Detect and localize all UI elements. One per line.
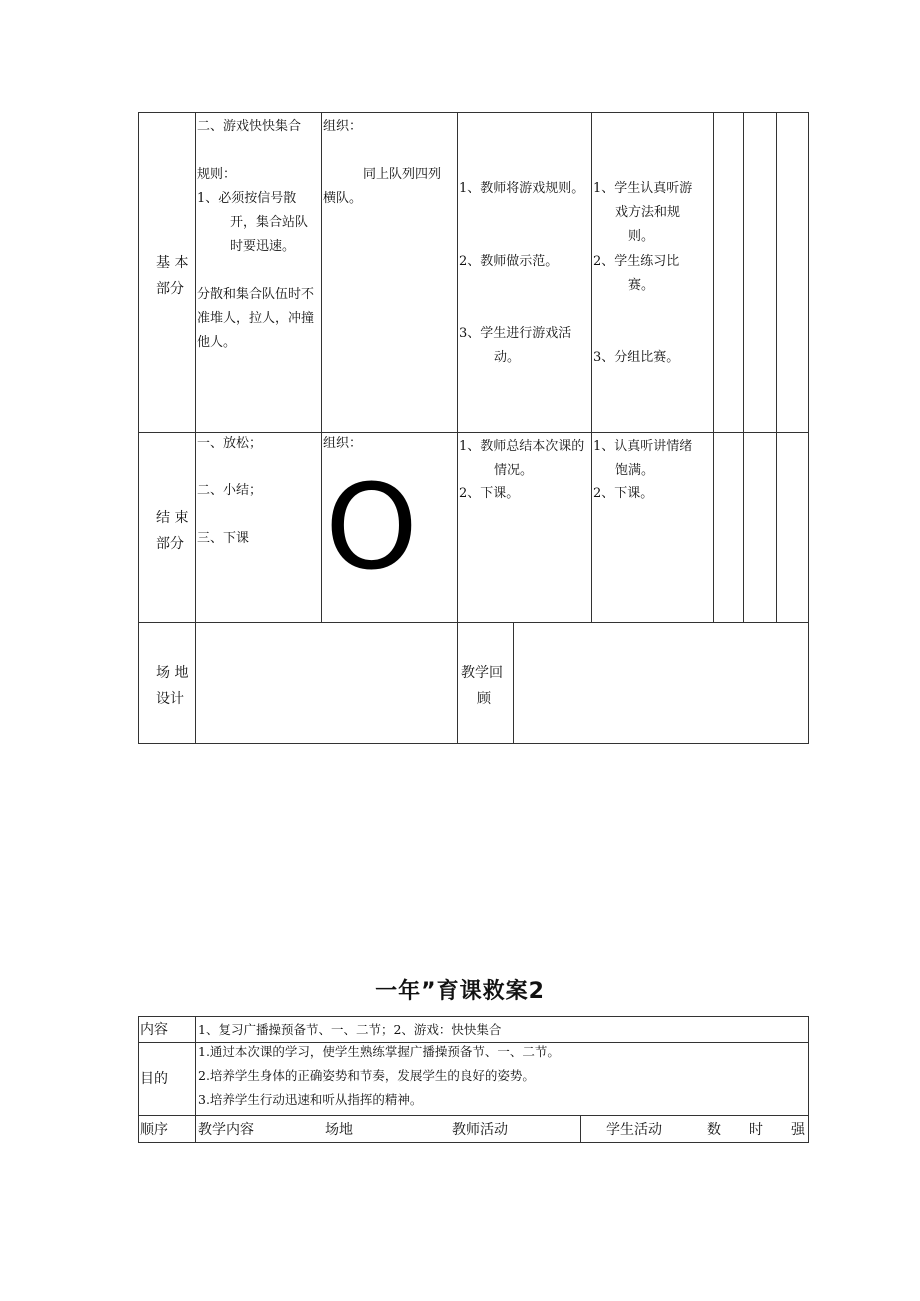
content-line: 三、下课 [197,531,250,546]
header-teacher-activity: 教师活动 [452,1122,508,1138]
section-label-venue-design: 场 地 设计 [156,665,189,707]
header-intensity: 强 [791,1122,805,1138]
header-student-activity: 学生活动 [606,1122,662,1138]
goal-item: 3.培养学生行动迅速和听从指挥的精神。 [198,1092,423,1107]
goal-item: 2.培养学生身体的正确姿势和节奏，发展学生的良好的姿势。 [198,1068,535,1083]
header-venue: 场地 [325,1122,353,1138]
student-line: 戏方法和规 [615,205,681,220]
content-line: 一、放松； [197,436,263,451]
teaching-review-label: 教学回 顾 [461,665,503,707]
content-line: 规则： [197,167,237,182]
content-line: 二、小结； [197,483,263,498]
header-teaching-content: 教学内容 [198,1122,254,1138]
venue-line: 组织： [323,119,363,134]
student-line: 3、分组比赛。 [593,350,680,365]
venue-line: 组织： [323,436,363,451]
content-line: 开，集合站队 [230,215,309,230]
teacher-line: 2、教师做示范。 [459,254,559,269]
section-label-basic: 基 本 部分 [156,255,189,297]
content-line: 时要迅速。 [230,239,296,254]
content-line: 准堆人，拉人，冲撞 [197,311,315,326]
teacher-line: 1、教师总结本次课的 [459,439,585,454]
goal-item: 1.通过本次课的学习，使学生熟练掌握广播操预备节、一、二节。 [198,1044,560,1059]
venue-line: 横队。 [323,191,363,206]
content-line: 1、必须按信号散 [197,191,297,206]
teacher-line: 2、下课。 [459,486,520,501]
lesson-title: 一年”育课救案2 [375,979,545,1004]
teacher-line: 动。 [494,350,521,365]
teacher-line: 3、学生进行游戏活 [459,326,572,341]
header-time: 时 [749,1122,763,1138]
content-line: 他人。 [197,335,237,350]
student-line: 则。 [628,229,655,244]
student-line: 1、认真听讲情绪 [593,439,693,454]
formation-circle-symbol: O [325,458,418,596]
student-line: 2、下课。 [593,486,654,501]
student-line: 饱满。 [615,463,655,478]
header-order: 顺序 [140,1122,168,1138]
venue-line: 同上队列四列 [363,167,442,182]
teacher-line: 1、教师将游戏规则。 [459,181,585,196]
content-text: 1、复习广播操预备节、一、二节；2、游戏：快快集合 [198,1022,502,1037]
student-line: 赛。 [628,278,655,293]
content-line: 二、游戏快快集合 [197,119,302,134]
content-line: 分散和集合队伍时不 [197,287,315,302]
teacher-line: 情况。 [494,463,534,478]
goal-label: 目的 [140,1071,168,1087]
student-line: 1、学生认真听游 [593,181,693,196]
section-label-end: 结 束 部分 [156,510,189,552]
header-count: 数 [707,1122,721,1138]
student-line: 2、学生练习比 [593,254,680,269]
content-label: 内容 [140,1022,168,1038]
